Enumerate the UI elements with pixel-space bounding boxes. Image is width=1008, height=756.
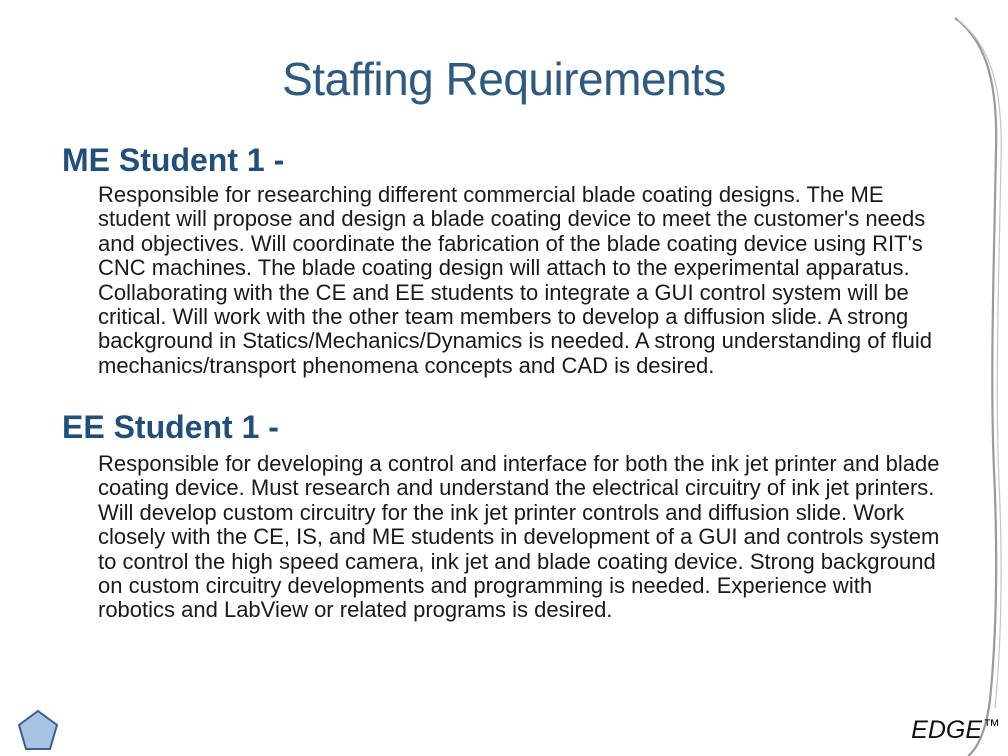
edge-logo-text: EDGE — [911, 716, 982, 744]
page-title: Staffing Requirements — [282, 53, 726, 105]
me-student-description: Responsible for researching different commercial blade coating designs. The ME student will propose and design a blade coating device to meet the customer's needs and objectives. Will coordinate the fabrication of the blade coating device using RIT's CNC machines. The blade coating design will attach to the experimental apparatus. Collaborating with the CE and EE students to integrate a GUI control system will be critical. Will work with the other team members to develop a diffusion slide. A strong background in Statics/Mechanics/Dynamics is needed. A strong understanding of fluid mechanics/transport phenomena concepts and CAD is desired. — [98, 182, 933, 378]
ee-student-description: Responsible for developing a control and interface for both the ink jet printer and blade coating device. Must research and understand the electrical circuitry of ink jet printers. Will develop custom circuitry for the ink jet printer controls and diffusion slide. Work closely with the CE, IS, and ME students in development of a GUI and controls system to control the high speed camera, ink jet and blade coating device. Strong background on custom circuitry developments and programming is needed. Experience with robotics and LabView or related programs is desired. — [98, 451, 940, 623]
trademark-mark: ™ — [983, 716, 1000, 735]
ee-student-heading: EE Student 1 - — [62, 409, 279, 445]
edge-logo — [911, 716, 1000, 745]
me-student-heading: ME Student 1 - — [62, 142, 285, 178]
pentagon-icon[interactable] — [16, 708, 60, 752]
